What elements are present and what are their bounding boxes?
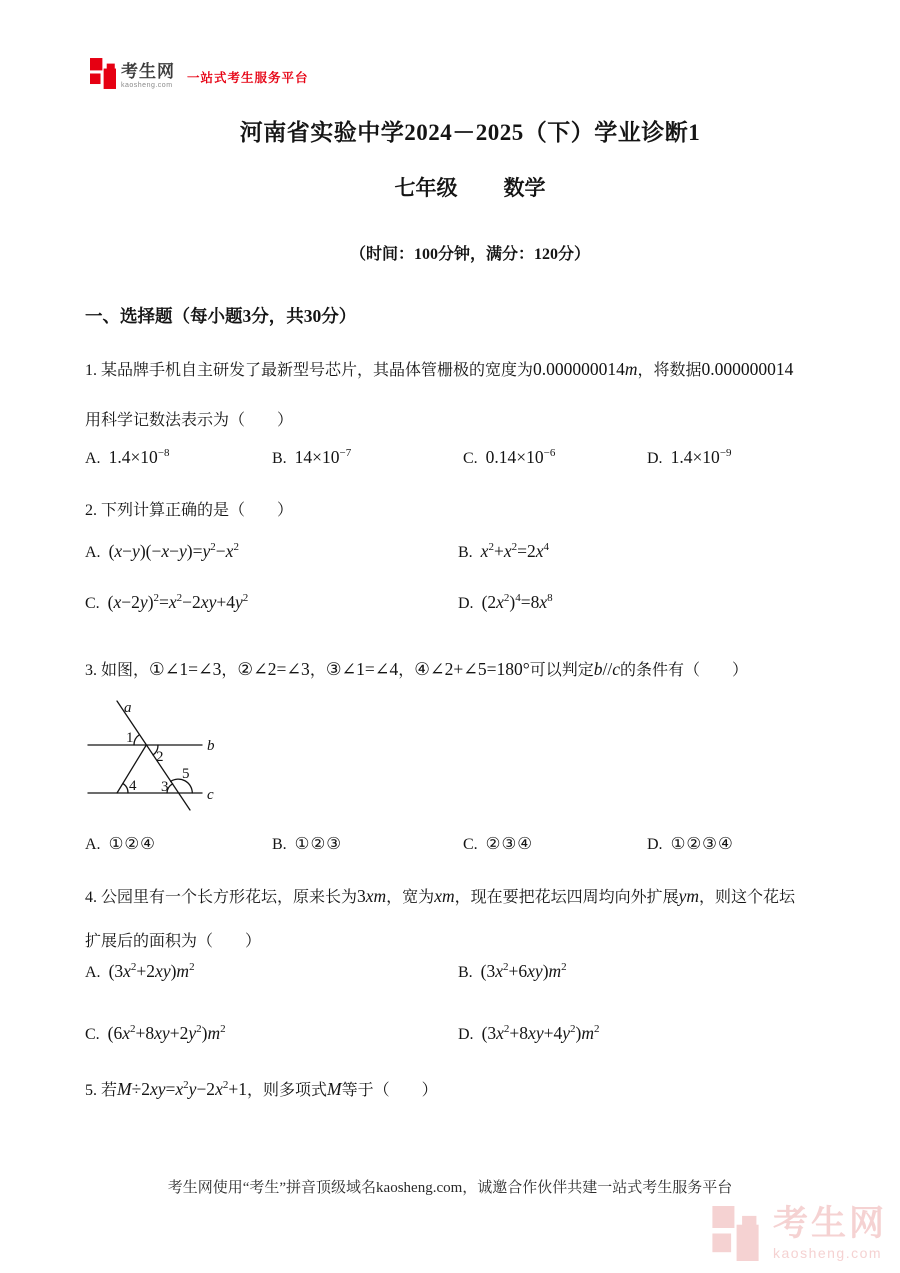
option-label: A.	[85, 544, 101, 561]
option-value: $1.4\times 10^{-8}$	[108, 447, 170, 467]
option-label: C.	[85, 1026, 100, 1043]
question-1-option-b	[272, 447, 463, 468]
option-value: $(6x^2+8xy+2y^2)m^2$	[107, 1023, 226, 1043]
option-label: C.	[85, 595, 100, 612]
option-label: A.	[85, 450, 101, 467]
watermark-domain: kaosheng.com	[773, 1245, 883, 1261]
question-4-option-b	[458, 961, 855, 982]
question-2-option-a	[85, 541, 458, 562]
option-label: B.	[272, 836, 287, 853]
question-1-options	[85, 447, 855, 468]
label-angle-3: 3	[161, 779, 169, 795]
question-5-stem: 5. 若$M\div 2xy=x^2y-2x^2+1$，则多项式M等于（ ）	[85, 1079, 438, 1099]
angle-1-arc	[134, 735, 139, 745]
question-2-stem: 2. 下列计算正确的是（ ）	[85, 502, 294, 519]
option-value: $(3x^2+8xy+4y^2)m^2$	[481, 1023, 600, 1043]
option-label: A.	[85, 964, 101, 981]
option-value: $(x-y)(-x-y)=y^2-x^2$	[108, 541, 239, 561]
option-value: $(x-2y)^2=x^2-2xy+4y^2$	[107, 592, 249, 612]
question-2-option-d	[458, 592, 855, 613]
option-label: B.	[272, 450, 287, 467]
question-2-option-c	[85, 592, 458, 613]
label-angle-1: 1	[126, 730, 134, 746]
option-value: $(3x^2+2xy)m^2$	[108, 961, 195, 981]
question-2-options-row-2	[85, 592, 855, 613]
option-value: $0.14\times 10^{-6}$	[485, 447, 556, 467]
grade-label: 七年级	[394, 176, 458, 200]
watermark-text	[773, 1206, 887, 1261]
question-1-option-c	[463, 447, 647, 468]
question-1-stem-line-2: 用科学记数法表示为（ ）	[85, 412, 294, 429]
label-line-c: c	[207, 787, 214, 803]
label-angle-2: 2	[156, 749, 164, 765]
question-4-options-row-2	[85, 1023, 855, 1044]
label-angle-5: 5	[182, 766, 190, 782]
question-2-option-b	[458, 541, 855, 562]
question-1-option-d	[647, 447, 855, 468]
question-3-options	[85, 834, 855, 854]
brand-name: 考生网	[121, 62, 175, 81]
site-logo	[90, 58, 309, 89]
kaosheng-watermark	[712, 1206, 887, 1261]
label-angle-4: 4	[129, 778, 137, 794]
label-line-a: a	[124, 700, 132, 716]
question-4-option-d	[458, 1023, 855, 1044]
watermark-brand: 考生网	[773, 1204, 888, 1243]
transversal-a	[117, 701, 190, 810]
option-value: $1.4\times 10^{-9}$	[670, 447, 732, 467]
option-value: $14\times 10^{-7}$	[294, 447, 352, 467]
option-label: B.	[458, 964, 473, 981]
footer-text: 考生网使用“考生”拼音顶级域名kaosheng.com，诚邀合作伙伴共建一站式考生服务平台	[167, 1180, 733, 1196]
brand-domain: kaosheng.com	[121, 82, 173, 89]
exam-info: （时间：100分钟，满分：120分）	[349, 246, 590, 263]
question-4-options-row-1	[85, 961, 855, 982]
option-value: ①②③④	[670, 834, 734, 853]
question-3-option-c	[463, 834, 647, 854]
label-line-b: b	[207, 738, 215, 754]
question-1-option-a	[85, 447, 272, 468]
option-value: $(3x^2+6xy)m^2$	[480, 961, 567, 981]
brand-tagline: 一站式考生服务平台	[187, 71, 309, 85]
section-heading: 一、选择题（每小题3分，共30分）	[85, 306, 357, 326]
option-label: D.	[647, 450, 663, 467]
kaosheng-watermark-icon	[712, 1206, 759, 1261]
subject-label: 数学	[503, 176, 546, 200]
kaosheng-logo-icon	[90, 58, 116, 89]
option-label: C.	[463, 836, 478, 853]
q3-parallel-lines-figure	[84, 698, 222, 816]
option-label: A.	[85, 836, 101, 853]
brand-text	[121, 63, 175, 89]
question-4-stem-line-1: 4. 公园里有一个长方形花坛，原来长为3xm，宽为xm，现在要把花坛四周均向外扩展ym，则这个花坛	[85, 886, 796, 906]
option-label: D.	[458, 1026, 474, 1043]
angle-4-arc	[123, 784, 128, 793]
question-3-option-d	[647, 834, 855, 854]
option-label: D.	[458, 595, 474, 612]
option-value: ①②④	[108, 834, 156, 853]
option-label: C.	[463, 450, 478, 467]
option-value: $x^2+x^2=2x^4$	[480, 541, 550, 561]
exam-subtitle	[85, 172, 855, 202]
question-1-stem-line-1: 1. 某品牌手机自主研发了最新型号芯片，其晶体管栅极的宽度为0.000000014m，将数据0.000000014	[85, 359, 794, 379]
option-value: $(2x^2)^4=8x^8$	[481, 592, 553, 612]
exam-title: 河南省实验中学2024－2025（下）学业诊断1	[239, 120, 701, 145]
question-3-stem: 3. 如图，①∠1=∠3，②∠2=∠3，③∠1=∠4，④∠2+∠5=180°可以判定b//c的条件有（ ）	[85, 659, 749, 679]
question-4-option-c	[85, 1023, 458, 1044]
question-3-option-b	[272, 834, 463, 854]
question-2-options-row-1	[85, 541, 855, 562]
question-4-option-a	[85, 961, 458, 982]
option-value: ②③④	[485, 834, 534, 853]
option-value: ①②③	[294, 834, 343, 853]
question-4-stem-line-2: 扩展后的面积为（ ）	[85, 933, 262, 950]
question-3-option-a	[85, 834, 272, 854]
option-label: B.	[458, 544, 473, 561]
option-label: D.	[647, 836, 663, 853]
